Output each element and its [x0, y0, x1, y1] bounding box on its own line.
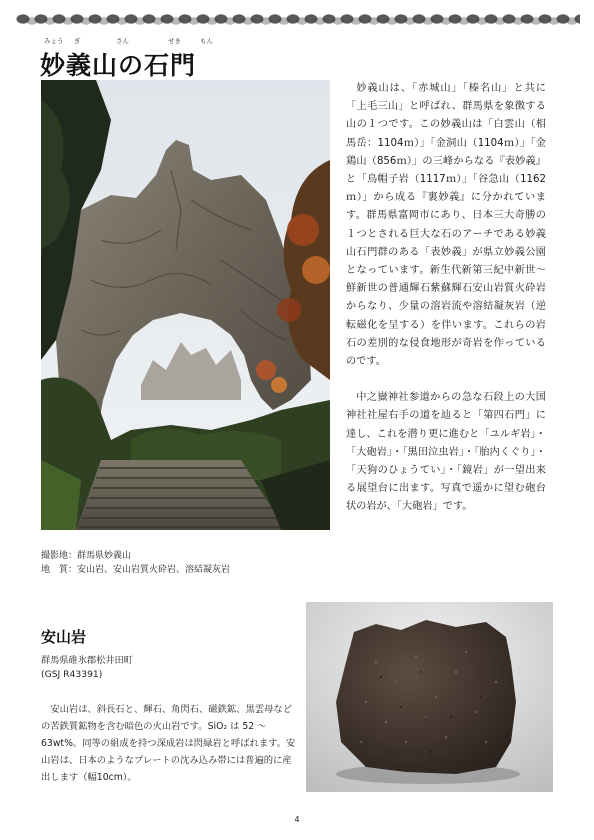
decorative-border	[14, 10, 580, 28]
rock-sample-id: (GSJ R43391)	[41, 669, 103, 680]
stone-arch-photo	[41, 80, 330, 530]
rock-description-text: 安山岩は、斜長石と、輝石、角閃石、磁鉄鉱、黒雲母などの苦鉄質鉱物を含む暗色の火山岩です。SiO₂ は 52 〜 63wt%。同等の組成を持つ深成岩は閃緑岩と呼ばれます。安山岩は、日本のようなプレートの沈み込み帯には普遍的に産出します（幅10cm）。	[41, 704, 296, 783]
title-ruby-3: さん	[116, 37, 129, 45]
caption-geology: 地 質：安山岩、安山岩質火砕岩、溶結凝灰岩	[41, 565, 231, 575]
article-paragraph-2: 中之嶽神社参道からの急な石段上の大国神社社屋右手の道を辿ると「第四石門」に達し、これを潜り更に進むと「ユルギ岩」・「大砲岩」・「黒田泣虫岩」・「胎内くぐり」・「天狗のひょうてい」・「鏡岩」が一望出来る展望台に出ます。写真で遥かに望む砲台状の岩が、「大砲岩」です。	[346, 392, 546, 513]
rock-locality: 群馬県碓氷郡松井田町	[41, 655, 133, 666]
rock-name: 安山岩	[41, 628, 87, 646]
article-paragraph-1: 妙義山は、「赤城山」「榛名山」と共に「上毛三山」と呼ばれ、群馬県を象徴する山の１つです。この妙義山は「白雲山（相馬岳：1104ｍ）」「金洞山（1104ｍ）」「金鶏山（856ｍ）」の三峰からなる『表妙義』と「鳥帽子岩（1117ｍ）」「谷急山（1162ｍ）」から成る『裏妙義』に分かれています。群馬県富岡市にあり、日本三大奇勝の１つとされる巨大な石のアーチである妙義山石門群のある「表妙義」が県立妙義公園となっています。新生代新第三紀中新世～鮮新世の普通輝石紫蘇輝石安山岩質火砕岩からなり、少量の溶岩流や溶結凝灰岩（逆転磁化を呈する）を伴います。これらの岩石の差別的な侵食地形が奇岩を作っているのです。	[346, 83, 546, 368]
caption-location: 撮影地：群馬県妙義山	[41, 551, 132, 561]
rock-description	[41, 701, 296, 786]
title-ruby-4: せき	[168, 37, 181, 45]
page-title: 妙義山の石門	[40, 51, 197, 80]
page-number: 4	[294, 815, 300, 824]
article-body	[346, 80, 546, 517]
photo-caption	[41, 549, 230, 577]
title-ruby-5: もん	[200, 37, 213, 45]
andesite-specimen-photo	[306, 602, 553, 792]
rock-specimen-info	[41, 654, 133, 682]
title-ruby-1: みょう	[44, 37, 64, 45]
title-ruby-2: ぎ	[74, 37, 81, 45]
